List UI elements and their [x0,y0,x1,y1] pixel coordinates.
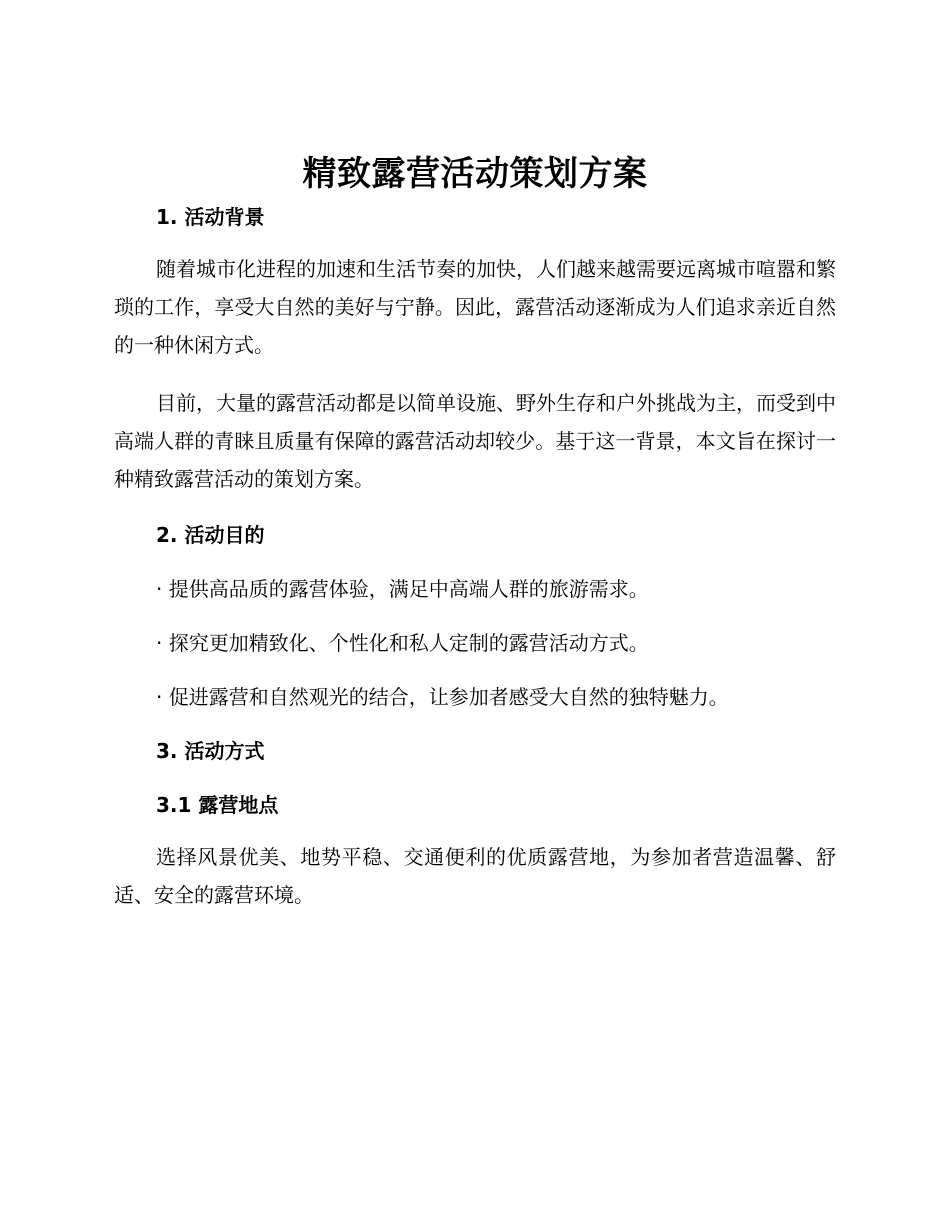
bullet-item: · 探究更加精致化、个性化和私人定制的露营活动方式。 [156,631,649,655]
paragraph-background-2: 目前，大量的露营活动都是以简单设施、野外生存和户外挑战为主，而受到中高端人群的青睐且质量有保障的露营活动却较少。基于这一背景，本文旨在探讨一种精致露营活动的策划方案。 [114,391,836,491]
section-heading-purpose: 2. 活动目的 [156,523,265,547]
section-heading-background: 1. 活动背景 [156,205,265,229]
document-title: 精致露营活动策划方案 [302,154,648,194]
subsection-heading-location: 3.1 露营地点 [156,793,279,817]
section-heading-method: 3. 活动方式 [156,739,265,763]
bullet-item: · 促进露营和自然观光的结合，让参加者感受大自然的独特魅力。 [156,685,729,709]
paragraph-location: 选择风景优美、地势平稳、交通便利的优质露营地，为参加者营造温馨、舒适、安全的露营环境。 [114,845,836,907]
paragraph-background-1: 随着城市化进程的加速和生活节奏的加快，人们越来越需要远离城市喧嚣和繁琐的工作，享受大自然的美好与宁静。因此，露营活动逐渐成为人们追求亲近自然的一种休闲方式。 [114,257,836,357]
bullet-item: · 提供高品质的露营体验，满足中高端人群的旅游需求。 [156,577,649,601]
